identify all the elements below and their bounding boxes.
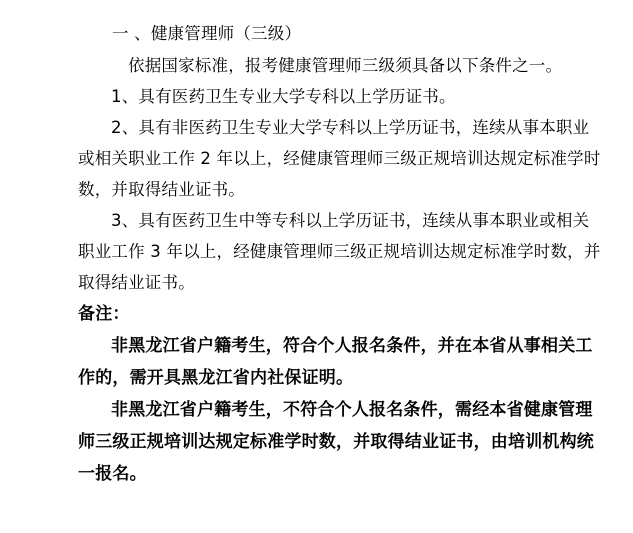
document-requirement-item-3: 3、具有医药卫生中等专科以上学历证书，连续从事本职业或相关职业工作 3 年以上，经健康管理师三级正规培训达规定标准学时数，并取得结业证书。 [78,211,601,292]
document-requirement-item-1: 1、具有医药卫生专业大学专科以上学历证书。 [111,87,456,106]
document-intro-paragraph: 依据国家标准，报考健康管理师三级须具备以下条件之一。 [128,56,563,75]
document-heading: 一 、健康管理师（三级） [112,24,302,43]
document-note-label: 备注： [78,304,130,324]
document-requirement-item-2: 2、具有非医药卫生专业大学专科以上学历证书，连续从事本职业或相关职业工作 2 年以上，经健康管理师三级正规培训达规定标准学时数，并取得结业证书。 [78,118,601,199]
document-note-2: 非黑龙江省户籍考生，不符合个人报名条件，需经本省健康管理师三级正规培训达规定标准学时数，并取得结业证书，由培训机构统一报名。 [78,400,594,484]
document-note-1: 非黑龙江省户籍考生，符合个人报名条件，并在本省从事相关工作的，需开具黑龙江省内社保证明。 [78,336,593,388]
